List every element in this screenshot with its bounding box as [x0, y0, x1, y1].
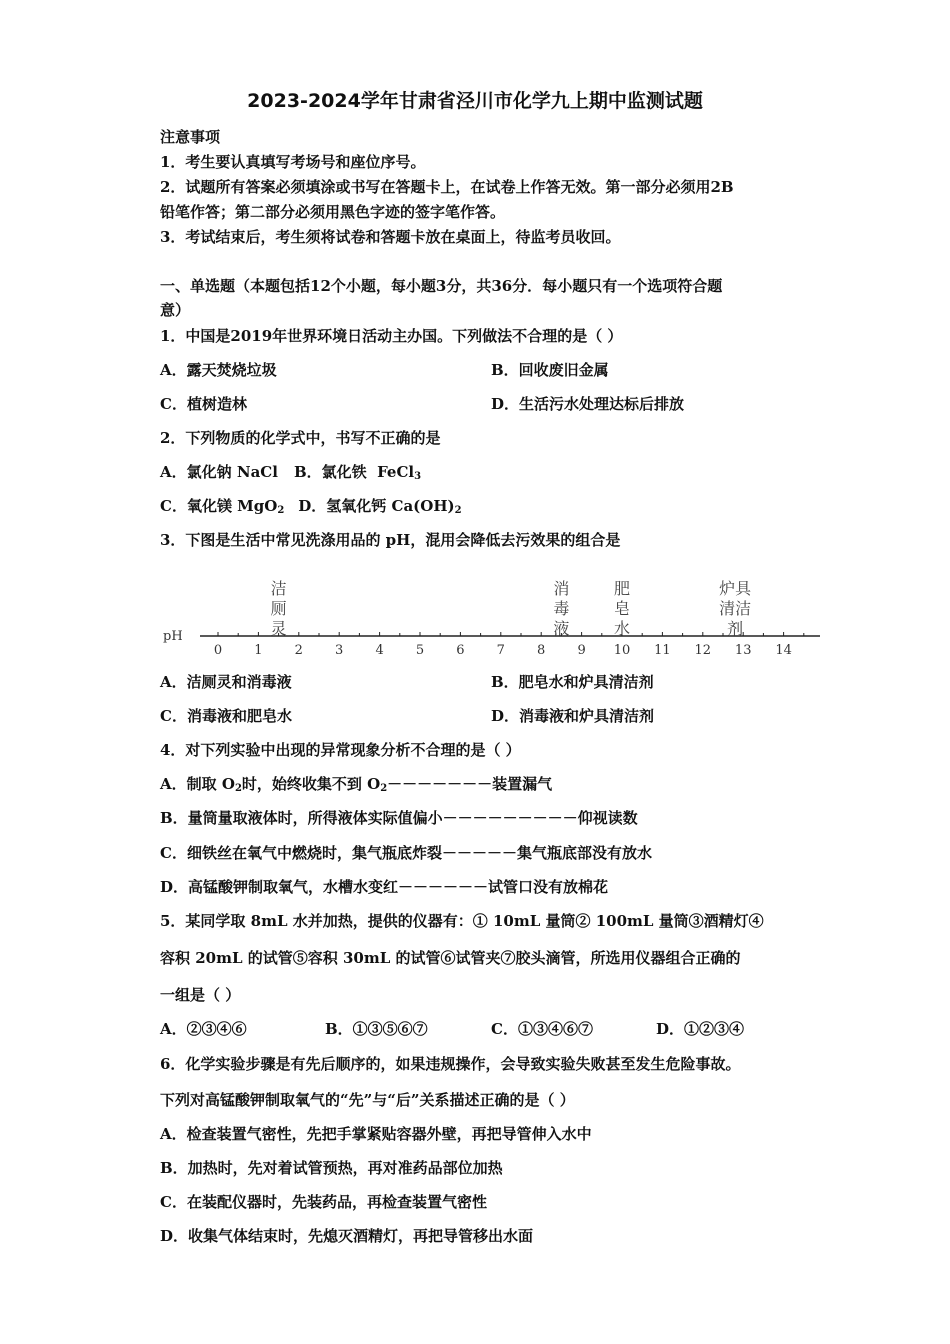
ph-tick-label: 1 — [254, 643, 263, 658]
ph-marker-label: 水 — [613, 619, 631, 638]
q3-option-b: B．肥皂水和炉具清洁剂 — [491, 673, 654, 691]
subscript: 3 — [414, 471, 422, 482]
q5-option-b: B．①③⑤⑥⑦ — [325, 1020, 428, 1038]
ph-tick-label: 11 — [654, 643, 671, 658]
ph-marker-label: 炉具 — [719, 579, 752, 598]
ph-tick-label: 0 — [213, 643, 223, 658]
ph-tick-label: 6 — [456, 643, 465, 658]
q3-option-c: C．消毒液和肥皂水 — [160, 707, 292, 725]
ph-tick-label: 8 — [537, 643, 546, 658]
q6-stem-line1: 6．化学实验步骤是有先后顺序的，如果违规操作，会导致实验失败甚至发生危险事故。 — [160, 1055, 741, 1073]
ph-marker-label: 肥 — [613, 579, 631, 598]
ph-tick-label: 13 — [734, 643, 752, 658]
notice-item: 铅笔作答；第二部分必须用黑色字迹的签字笔作答。 — [160, 203, 506, 221]
q4-option-c: C．细铁丝在氧气中燃烧时，集气瓶底炸裂－－－－－集气瓶底部没有放水 — [160, 844, 652, 862]
exam-title: 2023-2024学年甘肃省泾川市化学九上期中监测试题 — [247, 90, 703, 112]
notice-item: 2．试题所有答案必须填涂或书写在答题卡上，在试卷上作答无效。第一部分必须用2B — [160, 178, 734, 196]
q4-option-d: D．高锰酸钾制取氧气，水槽水变红－－－－－－试管口没有放棉花 — [160, 878, 609, 896]
ph-tick-label: 3 — [335, 643, 344, 658]
q5-stem-line3: 一组是（ ） — [160, 986, 241, 1004]
q6-stem-line2: 下列对高锰酸钾制取氧气的“先”与“后”关系描述正确的是（ ） — [160, 1091, 575, 1109]
q1-option-c: C．植树造林 — [160, 395, 247, 413]
q3-stem: 3．下图是生活中常见洗涤用品的 pH，混用会降低去污效果的组合是 — [160, 531, 621, 549]
subscript: 2 — [234, 783, 242, 794]
q4-a-pre: A．制取 O — [160, 775, 235, 793]
section-heading: 一、单选题（本题包括12个小题，每小题3分，共36分．每小题只有一个选项符合题 — [160, 277, 723, 295]
q2-stem: 2．下列物质的化学式中，书写不正确的是 — [160, 429, 441, 447]
subscript: 2 — [380, 783, 388, 794]
q2-option-a: A．氯化钠 NaCl — [160, 463, 278, 481]
q6-option-a: A．检查装置气密性，先把手掌紧贴容器外壁，再把导管伸入水中 — [160, 1125, 592, 1143]
subscript: 2 — [454, 505, 462, 516]
ph-tick-label: 14 — [775, 643, 792, 658]
ph-tick-label: 10 — [613, 643, 631, 658]
ph-marker-label: 剂 — [727, 619, 744, 638]
ph-marker-label: 液 — [553, 619, 570, 638]
q1-option-d: D．生活污水处理达标后排放 — [491, 395, 685, 413]
notice-item: 1．考生要认真填写考场号和座位序号。 — [160, 153, 426, 171]
q3-option-d: D．消毒液和炉具清洁剂 — [491, 707, 655, 725]
q6-option-c: C．在装配仪器时，先装药品，再检查装置气密性 — [160, 1193, 487, 1211]
q2-option-d: D．氢氧化钙 Ca(OH) — [298, 497, 455, 515]
ph-marker-label: 清洁 — [719, 599, 752, 618]
q2-options-ab — [160, 462, 421, 482]
q6-option-d: D．收集气体结束时，先熄灭酒精灯，再把导管移出水面 — [160, 1227, 534, 1245]
q3-option-a: A．洁厕灵和消毒液 — [160, 673, 292, 691]
ph-marker-label: 灵 — [270, 619, 287, 638]
q2-option-b-formula: FeCl — [377, 463, 415, 481]
ph-tick-label: 12 — [694, 643, 712, 658]
ph-tick-label: 9 — [577, 643, 586, 658]
ph-tick-label: 7 — [496, 643, 505, 658]
ph-tick-label: 5 — [415, 643, 425, 658]
q4-option-b: B．量筒量取液体时，所得液体实际值偏小－－－－－－－－－仰视读数 — [160, 809, 638, 827]
q1-stem: 1．中国是2019年世界环境日活动主办国。下列做法不合理的是（ ） — [160, 327, 623, 345]
ph-marker-label: 消 — [553, 579, 570, 598]
ph-marker-label: 厕 — [270, 599, 287, 618]
subscript: 2 — [277, 505, 285, 516]
q2-option-b: B．氯化铁 — [293, 463, 367, 481]
q4-stem: 4．对下列实验中出现的异常现象分析不合理的是（ ） — [160, 741, 521, 759]
ph-scale-diagram — [160, 560, 825, 665]
ph-tick-label: 2 — [294, 643, 303, 658]
section-heading-cont: 意） — [160, 301, 191, 319]
ph-marker-label: 毒 — [553, 599, 570, 618]
ph-marker-label: 洁 — [270, 579, 287, 598]
q1-option-b: B．回收废旧金属 — [491, 361, 609, 379]
q2-options-cd — [160, 496, 462, 516]
q5-option-c: C．①③④⑥⑦ — [491, 1020, 593, 1038]
q5-stem-line1: 5．某同学取 8mL 水并加热，提供的仪器有：① 10mL 量筒② 100mL 量筒③酒精灯④ — [160, 912, 764, 930]
q6-option-b: B．加热时，先对着试管预热，再对准药品部位加热 — [160, 1159, 503, 1177]
ph-tick-label: 4 — [375, 643, 384, 658]
q5-option-d: D．①②③④ — [656, 1020, 745, 1038]
q5-stem-line2: 容积 20mL 的试管⑤容积 30mL 的试管⑥试管夹⑦胶头滴管，所选用仪器组合正确的 — [160, 949, 741, 967]
ph-marker-label: 皂 — [613, 599, 631, 618]
q4-a-post: －－－－－－－装置漏气 — [387, 775, 553, 793]
q1-option-a: A．露天焚烧垃圾 — [160, 361, 277, 379]
q4-a-mid: 时，始终收集不到 O — [241, 775, 381, 793]
q2-option-c: C．氧化镁 MgO — [160, 497, 278, 515]
ph-axis-label: pH — [163, 629, 183, 644]
q4-option-a — [160, 774, 552, 794]
q5-option-a: A．②③④⑥ — [160, 1020, 247, 1038]
notice-item: 3．考试结束后，考生须将试卷和答题卡放在桌面上，待监考员收回。 — [160, 228, 621, 246]
notice-heading: 注意事项 — [160, 128, 221, 146]
